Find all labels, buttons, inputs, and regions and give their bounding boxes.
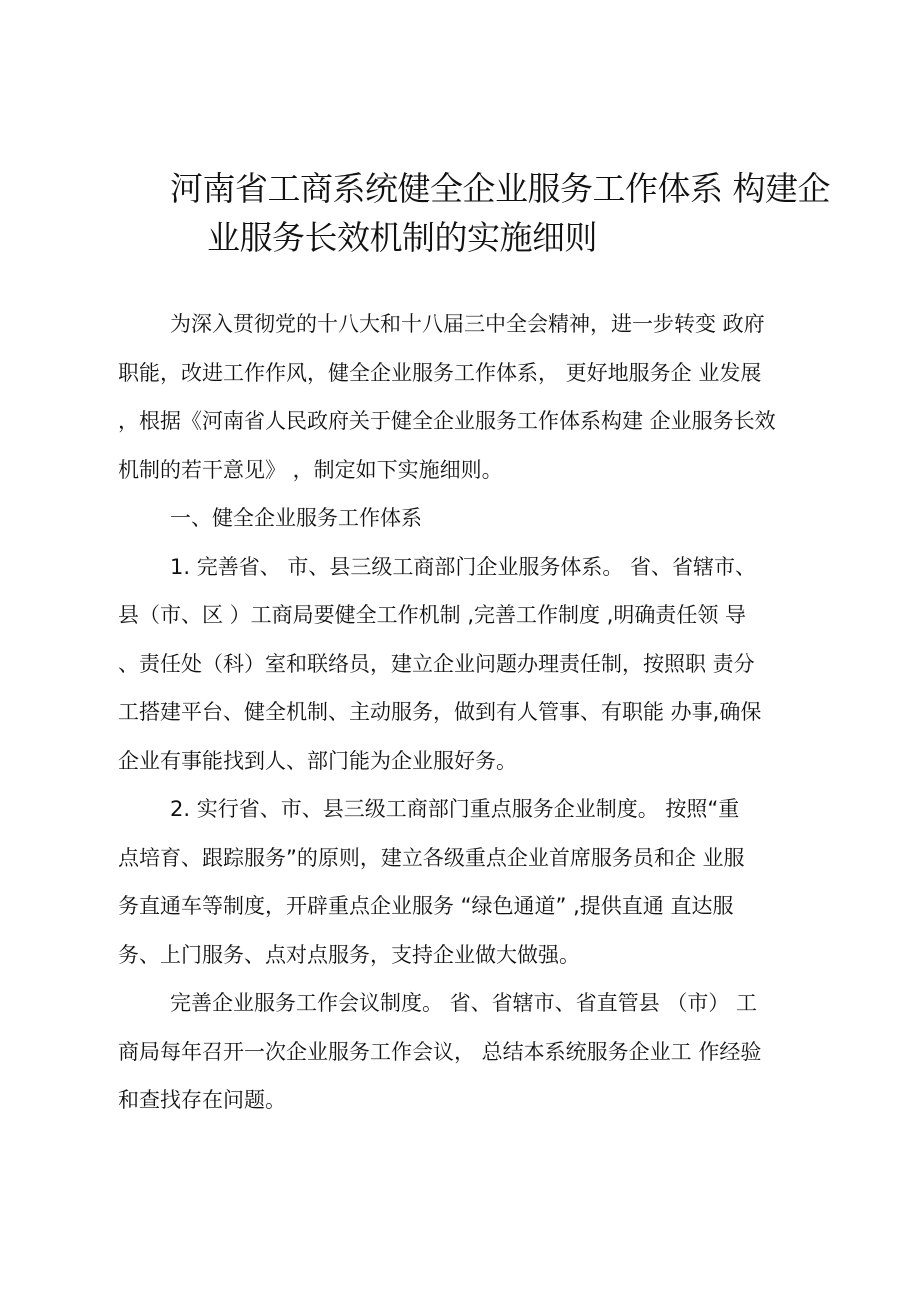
paragraph-2-line-4: 工搭建平台、健全机制、主动服务，做到有人管事、有职能 办事,确保 — [118, 700, 762, 724]
paragraph-2-line-5: 企业有事能找到人、部门能为企业服好务。 — [118, 748, 517, 773]
section-heading-1: 一、健全企业服务工作体系 — [170, 506, 422, 530]
document-body — [118, 300, 810, 1125]
paragraph-1-line-2: 职能，改进工作作风，健全企业服务工作体系， 更好地服务企 业发展 — [118, 360, 762, 385]
paragraph-2-line-1: 1. 完善省、 市、县三级工商部门企业服务体系。 省、省辖市、 — [170, 554, 757, 579]
paragraph-4-line-3: 和查找存在问题。 — [118, 1088, 286, 1112]
title-line-1: 河南省工商系统健全企业服务工作体系 构建企 — [170, 169, 830, 208]
paragraph-1-line-4: 机制的若干意见》 ，制定如下实施细则。 — [118, 457, 503, 482]
paragraph-1-line-3: ，根据《河南省人民政府关于健全企业服务工作体系构建 企业服务长效 — [118, 409, 776, 433]
paragraph-1-line-1: 为深入贯彻党的十八大和十八届三中全会精神，进一步转变 政府 — [170, 312, 765, 336]
paragraph-4-line-2: 商局每年召开一次企业服务工作会议， 总结本系统服务企业工 作经验 — [118, 1039, 762, 1064]
paragraph-2-line-2: 县（市、区 ）工商局要健全工作机制 ,完善工作制度 ,明确责任领 导 — [118, 603, 747, 627]
paragraph-3-line-2: 点培育、跟踪服务”的原则，建立各级重点企业首席服务员和企 业服 — [118, 845, 745, 870]
paragraph-4-line-1: 完善企业服务工作会议制度。 省、省辖市、省直管县 （市） 工 — [170, 991, 758, 1015]
paragraph-2-line-3: 、责任处（科）室和联络员，建立企业问题办理责任制，按照职 责分 — [118, 651, 755, 676]
title-line-2: 业服务长效机制的实施细则 — [207, 217, 597, 257]
paragraph-3-line-4: 务、上门服务、点对点服务，支持企业做大做强。 — [118, 942, 580, 967]
document-title — [120, 166, 830, 263]
paragraph-3-line-1: 2. 实行省、市、县三级工商部门重点服务企业制度。 按照“重 — [170, 797, 740, 821]
paragraph-3-line-3: 务直通车等制度，开辟重点企业服务 “绿色通道” ,提供直通 直达服 — [118, 894, 734, 918]
